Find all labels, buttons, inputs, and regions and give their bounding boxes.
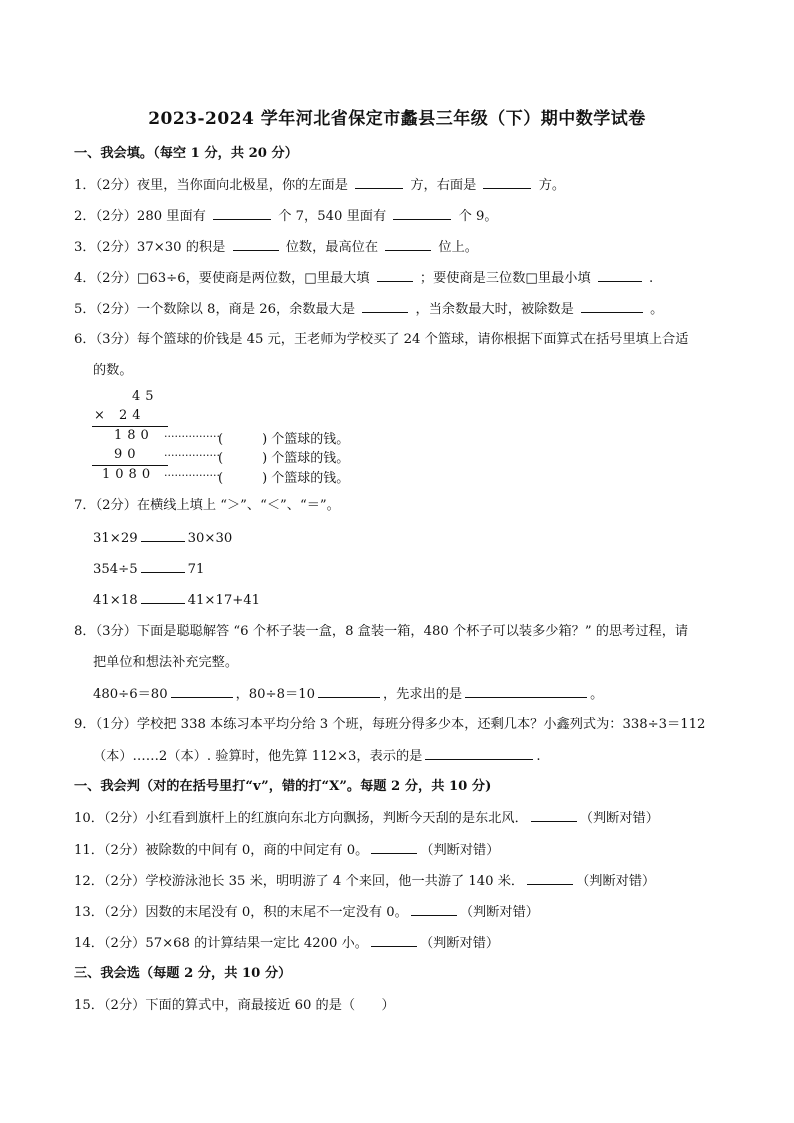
question-text: 2．（2分）280 里面有 [74,209,206,224]
question-9: 9．（1分）学校把 338 本练习本平均分给 3 个班，每班分得多少本，还剩几本？小鑫列式为：338÷3＝112 [74,717,706,732]
question-14 [74,933,499,954]
question-text: 位上。 [438,240,478,255]
question-6-cont: 的数。 [93,363,133,378]
question-text: 个 7，540 里面有 [278,209,387,224]
answer-blank[interactable] [581,299,643,313]
expression-left: 31×29 [93,531,138,546]
answer-blank[interactable] [371,933,417,947]
question-text: . [536,749,541,764]
question-2 [74,206,498,227]
answer-blank[interactable] [171,684,233,698]
question-8-work [93,684,603,705]
calc-rule [92,465,168,466]
leader-dots: ················ [164,430,220,443]
question-10 [74,808,659,829]
expression-left: 41×18 [93,593,138,608]
question-12 [74,871,655,892]
question-text: （本）……2（本）. 验算时，他先算 112×3，表示的是 [93,749,423,764]
question-4 [74,268,653,289]
answer-blank[interactable] [318,684,380,698]
answer-blank[interactable] [371,840,417,854]
question-text: 14．（2分）57×68 的计算结果一定比 4200 小。 [74,936,368,951]
expression-left: 354÷5 [93,562,138,577]
question-text: 13．（2分）因数的末尾没有 0，积的末尾不一定没有 0。 [74,905,408,920]
answer-blank[interactable] [465,684,587,698]
question-text: 3．（2分）37×30 的积是 [74,240,226,255]
section-heading-choose: 三、我会选（每题 2 分，共 10 分） [74,966,292,981]
question-text: ，80÷8＝10 [235,687,315,702]
question-text: 4．（2分）□63÷6，要使商是两位数，□里最大填 [74,271,370,286]
question-text: 方，右面是 [410,178,477,193]
question-5 [74,299,663,320]
question-text: （判断对错） [576,874,656,889]
expression-right: 30×30 [187,531,233,546]
leader-dots: ················ [164,469,220,482]
answer-blank[interactable] [531,808,577,822]
answer-blank[interactable] [385,237,431,251]
compare-1 [93,528,232,549]
answer-blank[interactable] [483,175,531,189]
question-1 [74,175,565,196]
multiplicand: 45 [132,389,159,404]
question-text: 。 [590,687,604,702]
question-text: 位数，最高位在 [285,240,379,255]
leader-dots: ················ [164,449,220,462]
answer-blank[interactable] [141,559,185,573]
answer-blank[interactable] [598,268,642,282]
answer-blank[interactable] [233,237,279,251]
question-13 [74,902,539,923]
question-3 [74,237,478,258]
expression-right: 41×17+41 [187,593,261,608]
product: 1080 [102,467,156,482]
question-text: 10．（2分）小红看到旗杆上的红旗向东北方向飘扬，判断今天刮的是东北风． [74,811,528,826]
calc-rule [92,426,168,427]
answer-blank[interactable] [411,902,457,916]
vertical-multiplication [90,385,410,485]
question-text: 480÷6＝80 [93,687,168,702]
question-11 [74,840,499,861]
expression-right: 71 [187,562,205,577]
compare-3 [93,590,260,611]
section-heading-fill: 一、我会填。（每空 1 分，共 20 分） [74,146,298,161]
answer-blank[interactable] [377,268,413,282]
question-text: （判断对错） [420,843,500,858]
question-7: 7．（2分）在横线上填上 “＞”、“＜”、“＝”。 [74,498,340,513]
question-text: ，先求出的是 [382,687,463,702]
question-text: 。 [650,302,664,317]
compare-2 [93,559,204,580]
question-6: 6．（3分）每个篮球的价钱是 45 元，王老师为学校买了 24 个篮球，请你根据下面算式在括号里填上合适 [74,332,689,347]
answer-blank[interactable] [362,299,408,313]
answer-blank[interactable] [527,871,573,885]
question-15: 15．（2分）下面的算式中，商最接近 60 的是（ ） [74,998,395,1013]
page-title: 2023-2024 学年河北省保定市蠡县三年级（下）期中数学试卷 [148,109,646,129]
answer-blank[interactable] [393,206,451,220]
partial-product-1-note[interactable]: ( ) 个篮球的钱。 [218,432,350,447]
partial-product-1: 180 [114,428,154,443]
question-text: ；要使商是三位数□里最小填 [419,271,591,286]
question-text: ，当余数最大时，被除数是 [415,302,574,317]
question-text: 11．（2分）被除数的中间有 0，商的中间定有 0。 [74,843,369,858]
answer-blank[interactable] [425,746,533,760]
question-8: 8．（3分）下面是聪聪解答 “6 个杯子装一盒，8 盒装一箱，480 个杯子可以装多少箱？” 的思考过程，请 [74,624,689,639]
multiplier: × 24 [94,408,146,423]
product-note[interactable]: ( ) 个篮球的钱。 [218,471,350,486]
answer-blank[interactable] [355,175,403,189]
question-text: . [649,271,654,286]
question-text: （判断对错） [459,905,539,920]
question-text: 12．（2分）学校游泳池长 35 米，明明游了 4 个来回，他一共游了 140 米． [74,874,525,889]
answer-blank[interactable] [213,206,271,220]
question-text: （判断对错） [419,936,500,951]
partial-product-2: 90 [114,447,141,462]
question-text: 5．（2分）一个数除以 8，商是 26，余数最大是 [74,302,356,317]
question-text: 个 9。 [458,209,498,224]
question-text: （判断对错） [579,811,659,826]
partial-product-2-note[interactable]: ( ) 个篮球的钱。 [218,451,350,466]
answer-blank[interactable] [141,528,185,542]
question-8-cont: 把单位和想法补充完整。 [93,655,239,670]
answer-blank[interactable] [141,590,185,604]
question-9-cont [93,746,541,767]
question-text: 方。 [538,178,566,193]
question-text: 1．（2分）夜里，当你面向北极星，你的左面是 [74,178,348,193]
section-heading-judge: 一、我会判（对的在括号里打“v”，错的打“X”。每题 2 分，共 10 分) [74,779,492,794]
